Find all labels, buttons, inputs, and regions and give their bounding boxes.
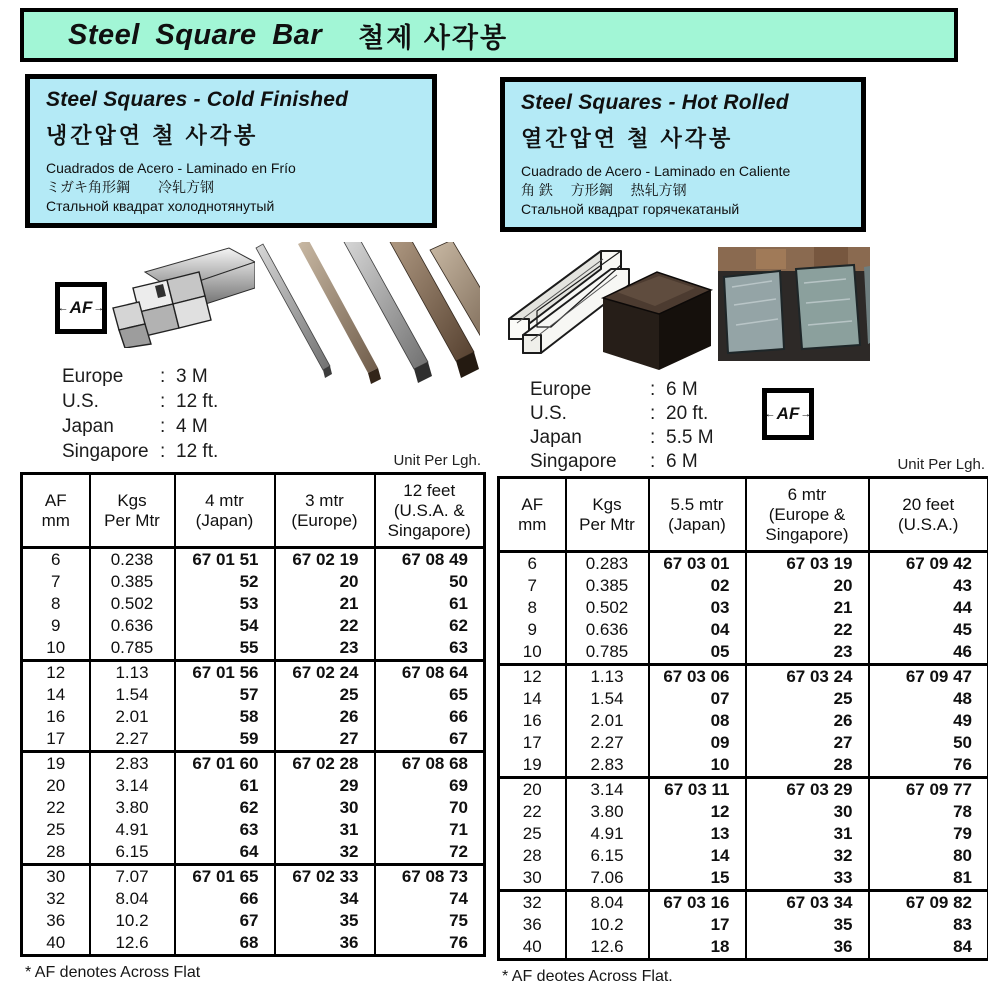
length-row (530, 402, 714, 426)
table-cell: 7 (527, 576, 537, 595)
table-cell: 49 (869, 710, 988, 732)
table-cell: 67 08 73 (375, 865, 485, 889)
table-cell: 32 (746, 845, 869, 867)
colon-separator: : (650, 427, 656, 448)
af-label: ← AF (69, 298, 93, 317)
table-cell: 10.2 (90, 910, 175, 932)
length-row (530, 378, 714, 402)
table-cell: 67 09 82 (869, 891, 988, 915)
table-cell: 28 (746, 754, 869, 778)
colon-separator: : (650, 379, 656, 400)
page-title: Steel Square Bar (68, 18, 323, 51)
table-group (499, 891, 988, 960)
length-region-label: Japan (62, 416, 114, 437)
table-cell: 20 (746, 575, 869, 597)
length-value: 6 M (666, 451, 698, 472)
table-cell: 6 (51, 550, 61, 569)
table-row (22, 932, 485, 956)
table-row (499, 801, 988, 823)
table-cell: 2.01 (90, 706, 175, 728)
table-cell: 67 02 24 (275, 661, 375, 685)
table-cell: 67 03 11 (649, 778, 746, 802)
table-cell: 67 03 16 (649, 891, 746, 915)
table-cell: 67 03 01 (649, 552, 746, 576)
table-row (22, 684, 485, 706)
table-row (499, 575, 988, 597)
length-region-label: Europe (62, 366, 124, 387)
table-cell: 08 (649, 710, 746, 732)
table-cell: 40 (522, 937, 542, 956)
table-cell: 0.502 (90, 593, 175, 615)
length-row (62, 364, 218, 389)
table-cell: 27 (275, 728, 375, 752)
table-cell: 1.13 (566, 665, 649, 689)
table-cell: 12.6 (566, 936, 649, 960)
table-group (22, 548, 485, 661)
table-cell: 28 (522, 846, 542, 865)
table-cell: 25 (46, 820, 66, 839)
column-header: AF mm (518, 494, 547, 534)
table-cell: 19 (522, 755, 542, 774)
table-row (22, 752, 485, 776)
table-cell: 67 03 19 (746, 552, 869, 576)
table-cell: 67 03 29 (746, 778, 869, 802)
table-cell: 52 (175, 571, 275, 593)
table-row (499, 891, 988, 915)
column-header: 20 feet (U.S.A.) (869, 478, 988, 552)
column-header: 4 mtr (Japan) (175, 474, 275, 548)
table-cell: 83 (869, 914, 988, 936)
table-row (499, 754, 988, 778)
table-cell: 71 (375, 819, 485, 841)
table-row (22, 615, 485, 637)
cold-finished-table-panel (20, 452, 483, 982)
table-cell: 76 (869, 754, 988, 778)
table-cell: 33 (746, 867, 869, 891)
table-cell: 22 (746, 619, 869, 641)
table-cell: 44 (869, 597, 988, 619)
column-header: 3 mtr (Europe) (275, 474, 375, 548)
length-value: 20 ft. (666, 403, 709, 424)
table-cell: 0.385 (566, 575, 649, 597)
length-value: 12 ft. (176, 441, 219, 462)
column-header: Kgs Per Mtr (566, 478, 649, 552)
colon-separator: : (160, 441, 166, 462)
table-cell: 64 (175, 841, 275, 865)
table-row (22, 571, 485, 593)
table-row (499, 823, 988, 845)
table-cell: 63 (175, 819, 275, 841)
length-value: 3 M (176, 366, 208, 387)
table-row (499, 845, 988, 867)
length-region-label: U.S. (530, 403, 567, 424)
table-cell: 66 (375, 706, 485, 728)
table-row (499, 732, 988, 754)
unit-per-length-label: Unit Per Lgh. (897, 456, 985, 473)
table-cell: 9 (527, 620, 537, 639)
table-cell: 25 (275, 684, 375, 706)
header-title-ru: Стальной квадрат холоднотянутый (46, 198, 275, 214)
table-row (22, 775, 485, 797)
af-footnote: * AF deotes Across Flat. (502, 968, 673, 985)
table-row (22, 910, 485, 932)
table-cell: 67 08 68 (375, 752, 485, 776)
table-cell: 0.502 (566, 597, 649, 619)
length-row (62, 389, 218, 414)
table-cell: 76 (375, 932, 485, 956)
table-group (22, 865, 485, 956)
header-title-en: Steel Squares - Hot Rolled (521, 91, 789, 114)
table-row (22, 593, 485, 615)
header-title-en: Steel Squares - Cold Finished (46, 88, 349, 111)
table-cell: 25 (746, 688, 869, 710)
table-row (22, 841, 485, 865)
page-title-bar (20, 8, 958, 62)
table-cell: 04 (649, 619, 746, 641)
across-flat-symbol-icon (762, 388, 814, 440)
table-cell: 35 (746, 914, 869, 936)
table-row (22, 661, 485, 685)
table-cell: 79 (869, 823, 988, 845)
table-cell: 12 (46, 663, 66, 682)
table-cell: 3.14 (90, 775, 175, 797)
table-cell: 18 (649, 936, 746, 960)
table-cell: 2.83 (566, 754, 649, 778)
table-cell: 63 (375, 637, 485, 661)
across-flat-symbol-icon (55, 282, 107, 334)
photo-hot-rolled-bar-ends-closeup (718, 247, 870, 361)
table-cell: 16 (522, 711, 542, 730)
table-cell: 6 (527, 554, 537, 573)
length-value: 12 ft. (176, 391, 219, 412)
af-footnote: * AF denotes Across Flat (25, 964, 201, 981)
table-group (499, 552, 988, 665)
table-cell: 12.6 (90, 932, 175, 956)
table-group (499, 665, 988, 778)
table-cell: 20 (275, 571, 375, 593)
table-cell: 54 (175, 615, 275, 637)
table-cell: 10 (522, 642, 542, 661)
table-cell: 23 (746, 641, 869, 665)
table-cell: 03 (649, 597, 746, 619)
table-row (499, 688, 988, 710)
table-row (499, 619, 988, 641)
table-cell: 0.785 (566, 641, 649, 665)
table-cell: 30 (46, 867, 66, 886)
table-cell: 22 (522, 802, 542, 821)
table-cell: 29 (275, 775, 375, 797)
table-cell: 59 (175, 728, 275, 752)
table-cell: 36 (522, 915, 542, 934)
table-cell: 36 (46, 911, 66, 930)
table-cell: 17 (649, 914, 746, 936)
column-header: 6 mtr (Europe & Singapore) (746, 478, 869, 552)
table-cell: 4.91 (566, 823, 649, 845)
table-cell: 25 (522, 824, 542, 843)
table-cell: 32 (46, 889, 66, 908)
table-cell: 67 02 19 (275, 548, 375, 572)
table-cell: 19 (46, 754, 66, 773)
table-row (499, 914, 988, 936)
table-cell: 67 02 33 (275, 865, 375, 889)
table-cell: 58 (175, 706, 275, 728)
header-title-es: Cuadrados de Acero - Laminado en Frío (46, 160, 296, 176)
table-cell: 62 (375, 615, 485, 637)
table-cell: 15 (649, 867, 746, 891)
table-cell: 67 01 65 (175, 865, 275, 889)
table-row (499, 641, 988, 665)
table-cell: 10 (649, 754, 746, 778)
table-cell: 0.785 (90, 637, 175, 661)
photo-cold-finished-bar-bundle (103, 246, 255, 348)
table-cell: 14 (649, 845, 746, 867)
hot-rolled-table-panel (497, 456, 987, 986)
table-cell: 67 03 24 (746, 665, 869, 689)
colon-separator: : (650, 451, 656, 472)
table-cell: 57 (175, 684, 275, 706)
table-cell: 0.385 (90, 571, 175, 593)
table-cell: 55 (175, 637, 275, 661)
table-cell: 3.80 (566, 801, 649, 823)
table-cell: 70 (375, 797, 485, 819)
length-row (530, 426, 714, 450)
table-cell: 1.54 (566, 688, 649, 710)
table-cell: 34 (275, 888, 375, 910)
table-cell: 30 (746, 801, 869, 823)
colon-separator: : (160, 391, 166, 412)
table-cell: 61 (175, 775, 275, 797)
table-cell: 7 (51, 572, 61, 591)
table-row (22, 819, 485, 841)
table-cell: 8 (51, 594, 61, 613)
header-box-cold-finished (25, 74, 437, 228)
column-header: Kgs Per Mtr (90, 474, 175, 548)
table-cell: 67 03 06 (649, 665, 746, 689)
column-header: 5.5 mtr (Japan) (649, 478, 746, 552)
length-region-label: Singapore (62, 441, 149, 462)
table-cell: 10.2 (566, 914, 649, 936)
table-cell: 16 (46, 707, 66, 726)
colon-separator: : (160, 366, 166, 387)
table-cell: 36 (275, 932, 375, 956)
table-row (499, 778, 988, 802)
table-cell: 21 (746, 597, 869, 619)
table-cell: 05 (649, 641, 746, 665)
table-cell: 67 02 28 (275, 752, 375, 776)
unit-per-length-label: Unit Per Lgh. (393, 452, 481, 469)
table-cell: 20 (46, 776, 66, 795)
table-cell: 50 (375, 571, 485, 593)
table-cell: 67 01 56 (175, 661, 275, 685)
stock-lengths-cold-finished (62, 364, 218, 464)
table-cell: 3.14 (566, 778, 649, 802)
column-header: 12 feet (U.S.A. & Singapore) (375, 474, 485, 548)
table-row (22, 728, 485, 752)
table-cell: 78 (869, 801, 988, 823)
table-cell: 74 (375, 888, 485, 910)
table-cell: 67 09 77 (869, 778, 988, 802)
table-cell: 2.27 (90, 728, 175, 752)
table-cell: 12 (649, 801, 746, 823)
header-box-hot-rolled (500, 77, 866, 232)
table-cell: 81 (869, 867, 988, 891)
photo-hot-rolled-bar-cube (597, 266, 715, 372)
table-cell: 8 (527, 598, 537, 617)
colon-separator: : (160, 416, 166, 437)
table-cell: 61 (375, 593, 485, 615)
table-cell: 46 (869, 641, 988, 665)
table-cell: 20 (522, 780, 542, 799)
table-cell: 28 (46, 842, 66, 861)
table-cell: 3.80 (90, 797, 175, 819)
table-cell: 21 (275, 593, 375, 615)
table-cell: 22 (46, 798, 66, 817)
table-row (499, 552, 988, 576)
table-cell: 8.04 (566, 891, 649, 915)
table-cell: 8.04 (90, 888, 175, 910)
table-cell: 67 01 60 (175, 752, 275, 776)
table-cell: 67 09 47 (869, 665, 988, 689)
table-group (22, 752, 485, 865)
table-cell: 02 (649, 575, 746, 597)
table-cell: 36 (746, 936, 869, 960)
table-cell: 84 (869, 936, 988, 960)
table-cell: 13 (649, 823, 746, 845)
table-cell: 2.01 (566, 710, 649, 732)
table-cell: 67 08 49 (375, 548, 485, 572)
table-cell: 31 (746, 823, 869, 845)
table-cell: 1.54 (90, 684, 175, 706)
table-cell: 26 (275, 706, 375, 728)
table-cell: 67 09 42 (869, 552, 988, 576)
length-region-label: U.S. (62, 391, 99, 412)
table-cell: 66 (175, 888, 275, 910)
table-cell: 45 (869, 619, 988, 641)
table-cell: 80 (869, 845, 988, 867)
table-cell: 1.13 (90, 661, 175, 685)
table-row (22, 865, 485, 889)
page-title-korean: 철제 사각봉 (358, 22, 509, 53)
photo-steel-square-bars-fanned (252, 242, 480, 454)
table-cell: 0.238 (90, 548, 175, 572)
header-title-ja-zh: 角 鉄 方形鋼 热轧方钢 (521, 182, 687, 198)
table-cell: 2.83 (90, 752, 175, 776)
table-cell: 43 (869, 575, 988, 597)
table-row (22, 548, 485, 572)
length-value: 5.5 M (666, 427, 714, 448)
table-cell: 17 (46, 729, 66, 748)
length-row (62, 414, 218, 439)
table-cell: 07 (649, 688, 746, 710)
table-row (499, 710, 988, 732)
table-cell: 6.15 (90, 841, 175, 865)
table-cell: 09 (649, 732, 746, 754)
table-cell: 75 (375, 910, 485, 932)
table-cell: 40 (46, 933, 66, 952)
length-value: 6 M (666, 379, 698, 400)
table-cell: 35 (275, 910, 375, 932)
table-cell: 7.07 (90, 865, 175, 889)
table-cell: 32 (522, 893, 542, 912)
table-cell: 31 (275, 819, 375, 841)
table-cell: 67 (175, 910, 275, 932)
header-title-ko: 냉간압연 철 사각봉 (46, 123, 259, 148)
table-row (499, 597, 988, 619)
table-cell: 2.27 (566, 732, 649, 754)
table-cell: 7.06 (566, 867, 649, 891)
table-cell: 23 (275, 637, 375, 661)
table-cell: 50 (869, 732, 988, 754)
table-cell: 68 (175, 932, 275, 956)
table-cell: 26 (746, 710, 869, 732)
table-cell: 53 (175, 593, 275, 615)
table-group (499, 778, 988, 891)
table-row (22, 637, 485, 661)
length-region-label: Japan (530, 427, 582, 448)
table-cell: 12 (522, 667, 542, 686)
table-cell: 30 (522, 868, 542, 887)
hot-rolled-order-table (497, 476, 988, 961)
table-cell: 0.636 (90, 615, 175, 637)
table-cell: 17 (522, 733, 542, 752)
table-cell: 48 (869, 688, 988, 710)
header-title-ja-zh: ミガキ角形鋼 冷轧方钢 (46, 179, 214, 195)
length-region-label: Singapore (530, 451, 617, 472)
table-cell: 14 (46, 685, 66, 704)
header-title-es: Cuadrado de Acero - Laminado en Caliente (521, 163, 791, 179)
table-cell: 0.636 (566, 619, 649, 641)
table-cell: 22 (275, 615, 375, 637)
table-row (22, 888, 485, 910)
table-cell: 65 (375, 684, 485, 706)
table-row (499, 936, 988, 960)
table-group (22, 661, 485, 752)
table-cell: 72 (375, 841, 485, 865)
table-cell: 30 (275, 797, 375, 819)
length-value: 4 M (176, 416, 208, 437)
table-cell: 4.91 (90, 819, 175, 841)
table-cell: 67 03 34 (746, 891, 869, 915)
table-cell: 32 (275, 841, 375, 865)
table-row (22, 797, 485, 819)
table-cell: 14 (522, 689, 542, 708)
af-label: ← AF (776, 404, 800, 423)
table-row (499, 665, 988, 689)
table-row (22, 706, 485, 728)
length-region-label: Europe (530, 379, 592, 400)
table-cell: 67 01 51 (175, 548, 275, 572)
colon-separator: : (650, 403, 656, 424)
table-cell: 67 (375, 728, 485, 752)
table-cell: 67 08 64 (375, 661, 485, 685)
table-row (499, 867, 988, 891)
table-cell: 69 (375, 775, 485, 797)
table-cell: 6.15 (566, 845, 649, 867)
table-cell: 62 (175, 797, 275, 819)
header-title-ru: Стальной квадрат горячекатаный (521, 201, 740, 217)
cold-finished-order-table (20, 472, 486, 957)
table-cell: 0.283 (566, 552, 649, 576)
table-cell: 9 (51, 616, 61, 635)
table-cell: 27 (746, 732, 869, 754)
column-header: AF mm (41, 490, 70, 530)
table-cell: 10 (46, 638, 66, 657)
header-title-ko: 열간압연 철 사각봉 (521, 126, 734, 151)
